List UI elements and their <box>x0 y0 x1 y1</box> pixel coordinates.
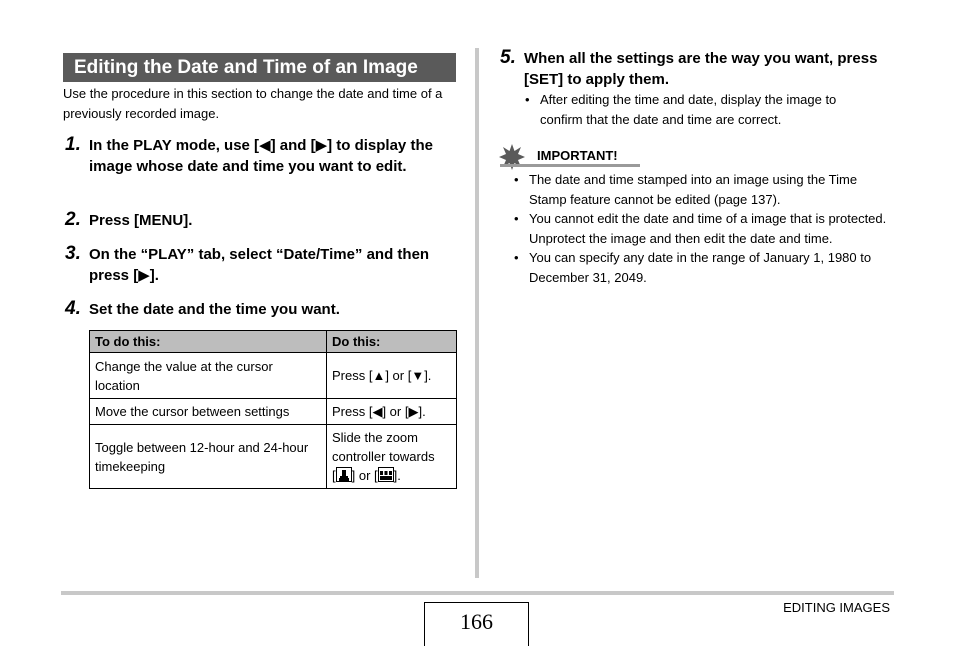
table-header-cell: To do this: <box>90 331 327 353</box>
step-number: 2. <box>65 209 81 230</box>
step-text: Set the date and the time you want. <box>89 301 340 318</box>
step-number: 4. <box>65 298 81 319</box>
step5-notes <box>525 90 870 129</box>
bracket-text: ]. <box>393 468 401 483</box>
table-cell-action: Change the value at the cursor location <box>90 353 327 399</box>
bracket-text: [ <box>332 468 336 483</box>
important-notes <box>514 170 890 287</box>
table-cell-method: Press [◀] or [▶]. <box>327 399 457 425</box>
table-header-cell: Do this: <box>327 331 457 353</box>
step-text: In the PLAY mode, use [◀] and [▶] to display the image whose date and time you want to edit. <box>89 137 433 175</box>
table-header-row <box>90 331 457 353</box>
table-cell-method <box>327 425 457 489</box>
table-row <box>90 353 457 399</box>
table-cell-action: Move the cursor between settings <box>90 399 327 425</box>
table-cell-action: Toggle between 12-hour and 24-hour timekeeping <box>90 425 327 489</box>
step-text: Press [MENU]. <box>89 212 193 229</box>
list-item: • You cannot edit the date and time of a image that is protected. Unprotect the image and then edit the date and time. <box>514 209 890 248</box>
important-underline <box>500 164 640 167</box>
section-heading: Editing the Date and Time of an Image <box>63 53 456 82</box>
telephoto-icon <box>336 467 352 482</box>
footer-rule <box>61 591 894 595</box>
table-row <box>90 425 457 489</box>
page-number: 166 <box>424 602 529 646</box>
intro-paragraph: Use the procedure in this section to change the date and time of a previously recorded image. <box>63 86 443 121</box>
table-cell-method: Press [▲] or [▼]. <box>327 353 457 399</box>
list-item: • After editing the time and date, display the image to confirm that the date and time are correct. <box>525 90 870 129</box>
column-divider <box>475 48 479 578</box>
wide-angle-icon <box>378 467 394 482</box>
table-row <box>90 399 457 425</box>
list-item: • The date and time stamped into an image using the Time Stamp feature cannot be edited (page 137). <box>514 170 890 209</box>
step-number: 5. <box>500 47 516 68</box>
step-number: 1. <box>65 134 81 155</box>
important-label: IMPORTANT! <box>537 148 618 163</box>
step-text: On the “PLAY” tab, select “Date/Time” and then press [▶]. <box>89 246 430 284</box>
operations-table <box>89 330 457 489</box>
step-text: When all the settings are the way you want, press [SET] to apply them. <box>524 50 878 88</box>
method-text: Slide the zoom controller towards <box>332 430 435 464</box>
bracket-text: ] or [ <box>351 468 378 483</box>
footer-section-label: EDITING IMAGES <box>783 600 890 615</box>
list-item: • You can specify any date in the range of January 1, 1980 to December 31, 2049. <box>514 248 890 287</box>
step-number: 3. <box>65 243 81 264</box>
